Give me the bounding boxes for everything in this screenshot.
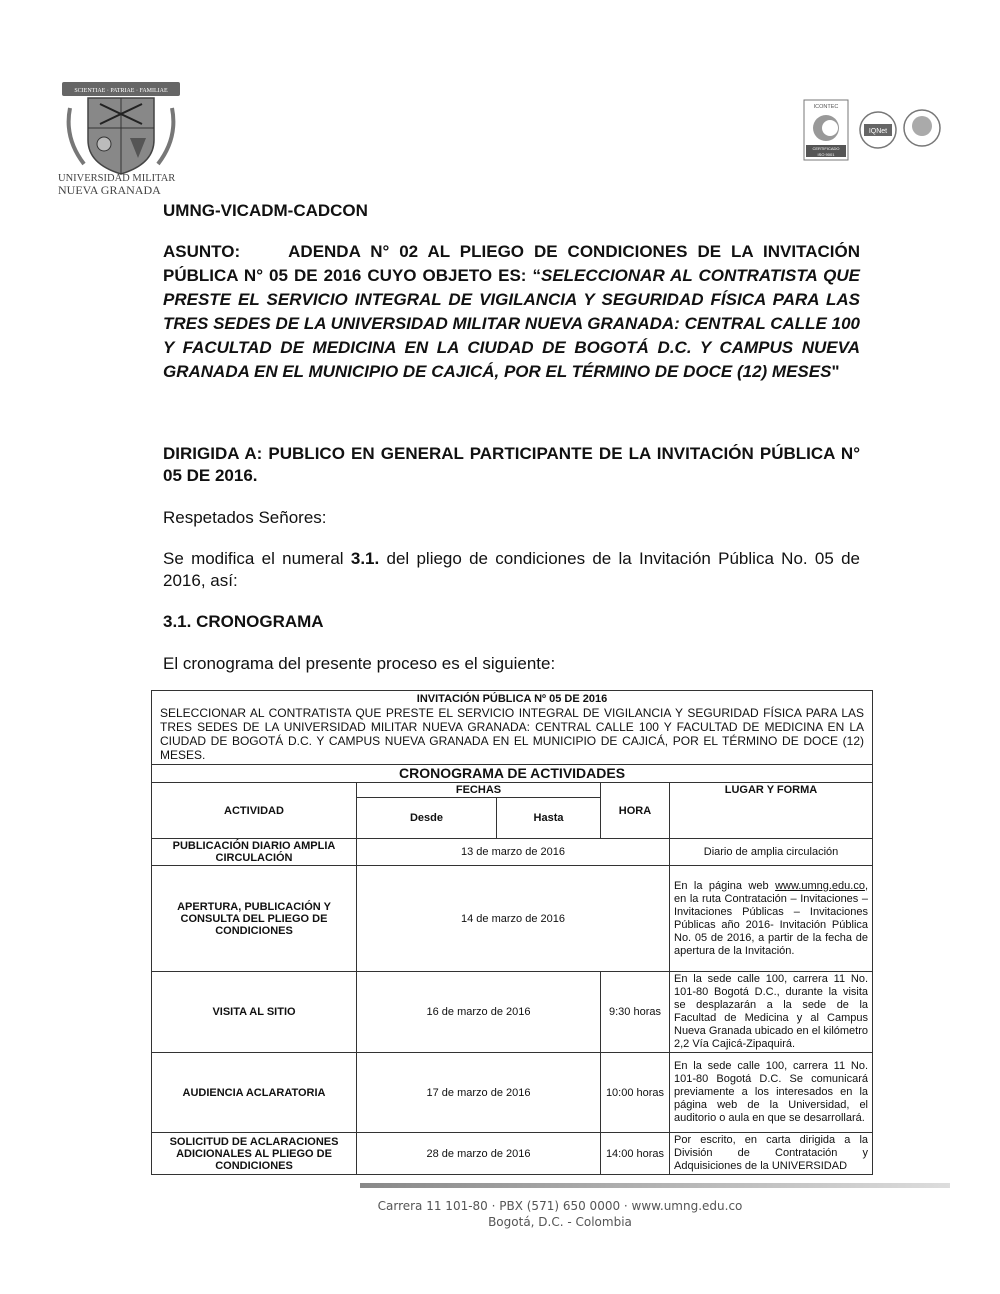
row-fecha: 13 de marzo de 2016 — [357, 839, 670, 866]
row-lugar: Diario de amplia circulación — [670, 839, 873, 866]
row-actividad: APERTURA, PUBLICACIÓN Y CONSULTA DEL PLIEGO DE CONDICIONES — [152, 866, 357, 972]
row-lugar-text: , en la ruta Contratación – Invitaciones – Invitaciones Públicas – Invitaciones Públicas año 2016- Invitación Pública No. 05 de 2016, a partir de la fecha de apertura de la Invitación. — [674, 879, 869, 957]
subject-label: ASUNTO: — [163, 242, 241, 261]
svg-text:CERTIFICADO: CERTIFICADO — [812, 146, 840, 151]
website-link[interactable]: www.umng.edu.co — [775, 879, 865, 892]
row-lugar — [670, 866, 873, 972]
svg-text:NUEVA GRANADA: NUEVA GRANADA — [58, 183, 161, 196]
subject-close-quote: " — [831, 362, 840, 381]
table-row — [152, 1053, 873, 1133]
row-actividad: PUBLICACIÓN DIARIO AMPLIA CIRCULACIÓN — [152, 839, 357, 866]
header-desde: Desde — [357, 798, 497, 839]
row-hora: 10:00 horas — [601, 1053, 670, 1133]
intro-section-number: 3.1. — [350, 549, 380, 568]
page-footer — [300, 1198, 820, 1230]
table-header-cell — [152, 691, 873, 765]
header-hora: HORA — [601, 783, 670, 839]
salutation: Respetados Señores: — [163, 508, 327, 527]
row-actividad: AUDIENCIA ACLARATORIA — [152, 1053, 357, 1133]
header-lugar: LUGAR Y FORMA — [670, 783, 873, 839]
header-actividad: ACTIVIDAD — [152, 783, 357, 839]
table-row — [152, 839, 873, 866]
row-fecha: 14 de marzo de 2016 — [357, 866, 670, 972]
footer-address: Carrera 11 101-80 · PBX (571) 650 0000 · www.umng.edu.co — [377, 1199, 743, 1213]
table-row — [152, 1133, 873, 1175]
row-fecha: 16 de marzo de 2016 — [357, 972, 601, 1053]
table-row — [152, 972, 873, 1053]
addressed-to: DIRIGIDA A: PUBLICO EN GENERAL PARTICIPANTE DE LA INVITACIÓN PÚBLICA N° 05 DE 2016. — [163, 444, 860, 485]
schedule-table — [151, 690, 873, 1175]
footer-city: Bogotá, D.C. - Colombia — [488, 1215, 632, 1229]
row-hora: 9:30 horas — [601, 972, 670, 1053]
document-reference: UMNG-VICADM-CADCON — [163, 201, 368, 220]
row-fecha: 28 de marzo de 2016 — [357, 1133, 601, 1175]
section-title: 3.1. CRONOGRAMA — [163, 612, 324, 631]
svg-text:ICONTEC: ICONTEC — [813, 104, 839, 110]
footer-divider — [360, 1183, 950, 1188]
svg-text:ISO 9001: ISO 9001 — [817, 152, 835, 157]
row-actividad: VISITA AL SITIO — [152, 972, 357, 1053]
row-fecha: 17 de marzo de 2016 — [357, 1053, 601, 1133]
certification-logos — [800, 98, 945, 172]
intro-paragraph — [163, 548, 860, 592]
table-subtitle: CRONOGRAMA DE ACTIVIDADES — [152, 765, 873, 783]
header-fechas: FECHAS — [357, 783, 601, 798]
svg-text:IQNet: IQNet — [868, 128, 888, 135]
row-lugar: En la sede calle 100, carrera 11 No. 101-80 Bogotá D.C., durante la visita se desplazarán a la sede de la Facultad de Medicina y al Campus Nueva Granada ubicado en el kilómetro 2,2 Vía Cajicá-Zipaquirá. — [670, 972, 873, 1053]
table-row — [152, 866, 873, 972]
subject-text: ADENDA N° 02 AL PLIEGO DE CONDICIONES DE LA INVITACIÓN PÚBLICA N° 05 DE 2016 CUYO OBJETO ES: “ — [163, 242, 860, 285]
university-logo — [56, 68, 186, 196]
svg-text:UNIVERSIDAD MILITAR: UNIVERSIDAD MILITAR — [58, 173, 176, 184]
subject-object-text: SELECCIONAR AL CONTRATISTA QUE PRESTE EL SERVICIO INTEGRAL DE VIGILANCIA Y SEGURIDAD FÍSICA PARA LAS TRES SEDES DE LA UNIVERSIDAD MILITAR NUEVA GRANADA: CENTRAL CALLE 100 Y FACULTAD DE MEDICINA EN LA CIUDAD DE BOGOTÁ D.C. Y CAMPUS NUEVA GRANADA EN EL MUNICIPIO DE CAJICÁ, POR EL TÉRMINO DE DOCE (12) MESES — [163, 266, 860, 381]
row-hora: 14:00 horas — [601, 1133, 670, 1175]
table-description: SELECCIONAR AL CONTRATISTA QUE PRESTE EL SERVICIO INTEGRAL DE VIGILANCIA Y SEGURIDAD FÍSICA PARA LAS TRES SEDES DE LA UNIVERSIDAD MILITAR NUEVA GRANADA: CENTRAL CALLE 100 Y FACULTAD DE MEDICINA EN LA CIUDAD DE BOGOTÁ D.C. Y CAMPUS NUEVA GRANADA EN EL MUNICIPIO DE CAJICÁ, POR EL TÉRMINO DE DOCE (12) MESES. — [160, 706, 865, 762]
intro-text-after: del pliego de condiciones de la Invitación Pública No. 05 de 2016, así: — [163, 549, 860, 590]
svg-text:SCIENTIAE · PATRIAE · FAMILIAE: SCIENTIAE · PATRIAE · FAMILIAE — [74, 88, 168, 94]
intro-text-before: Se modifica el numeral — [163, 549, 351, 568]
row-lugar-pre: En la página web — [674, 879, 776, 892]
subject-block — [163, 240, 860, 384]
row-lugar: Por escrito, en carta dirigida a la División de Contratación y Adquisiciones de la UNIVERSIDAD — [670, 1133, 873, 1175]
section-text: El cronograma del presente proceso es el siguiente: — [163, 654, 556, 673]
row-actividad: SOLICITUD DE ACLARACIONES ADICIONALES AL PLIEGO DE CONDICIONES — [152, 1133, 357, 1175]
row-lugar: En la sede calle 100, carrera 11 No. 101-80 Bogotá D.C. Se comunicará previamente a los interesados en la página web de la Universidad, el auditorio o aula en que se desarrollará. — [670, 1053, 873, 1133]
table-title: INVITACIÓN PÚBLICA Nº 05 DE 2016 — [416, 693, 608, 705]
header-hasta: Hasta — [497, 798, 601, 839]
